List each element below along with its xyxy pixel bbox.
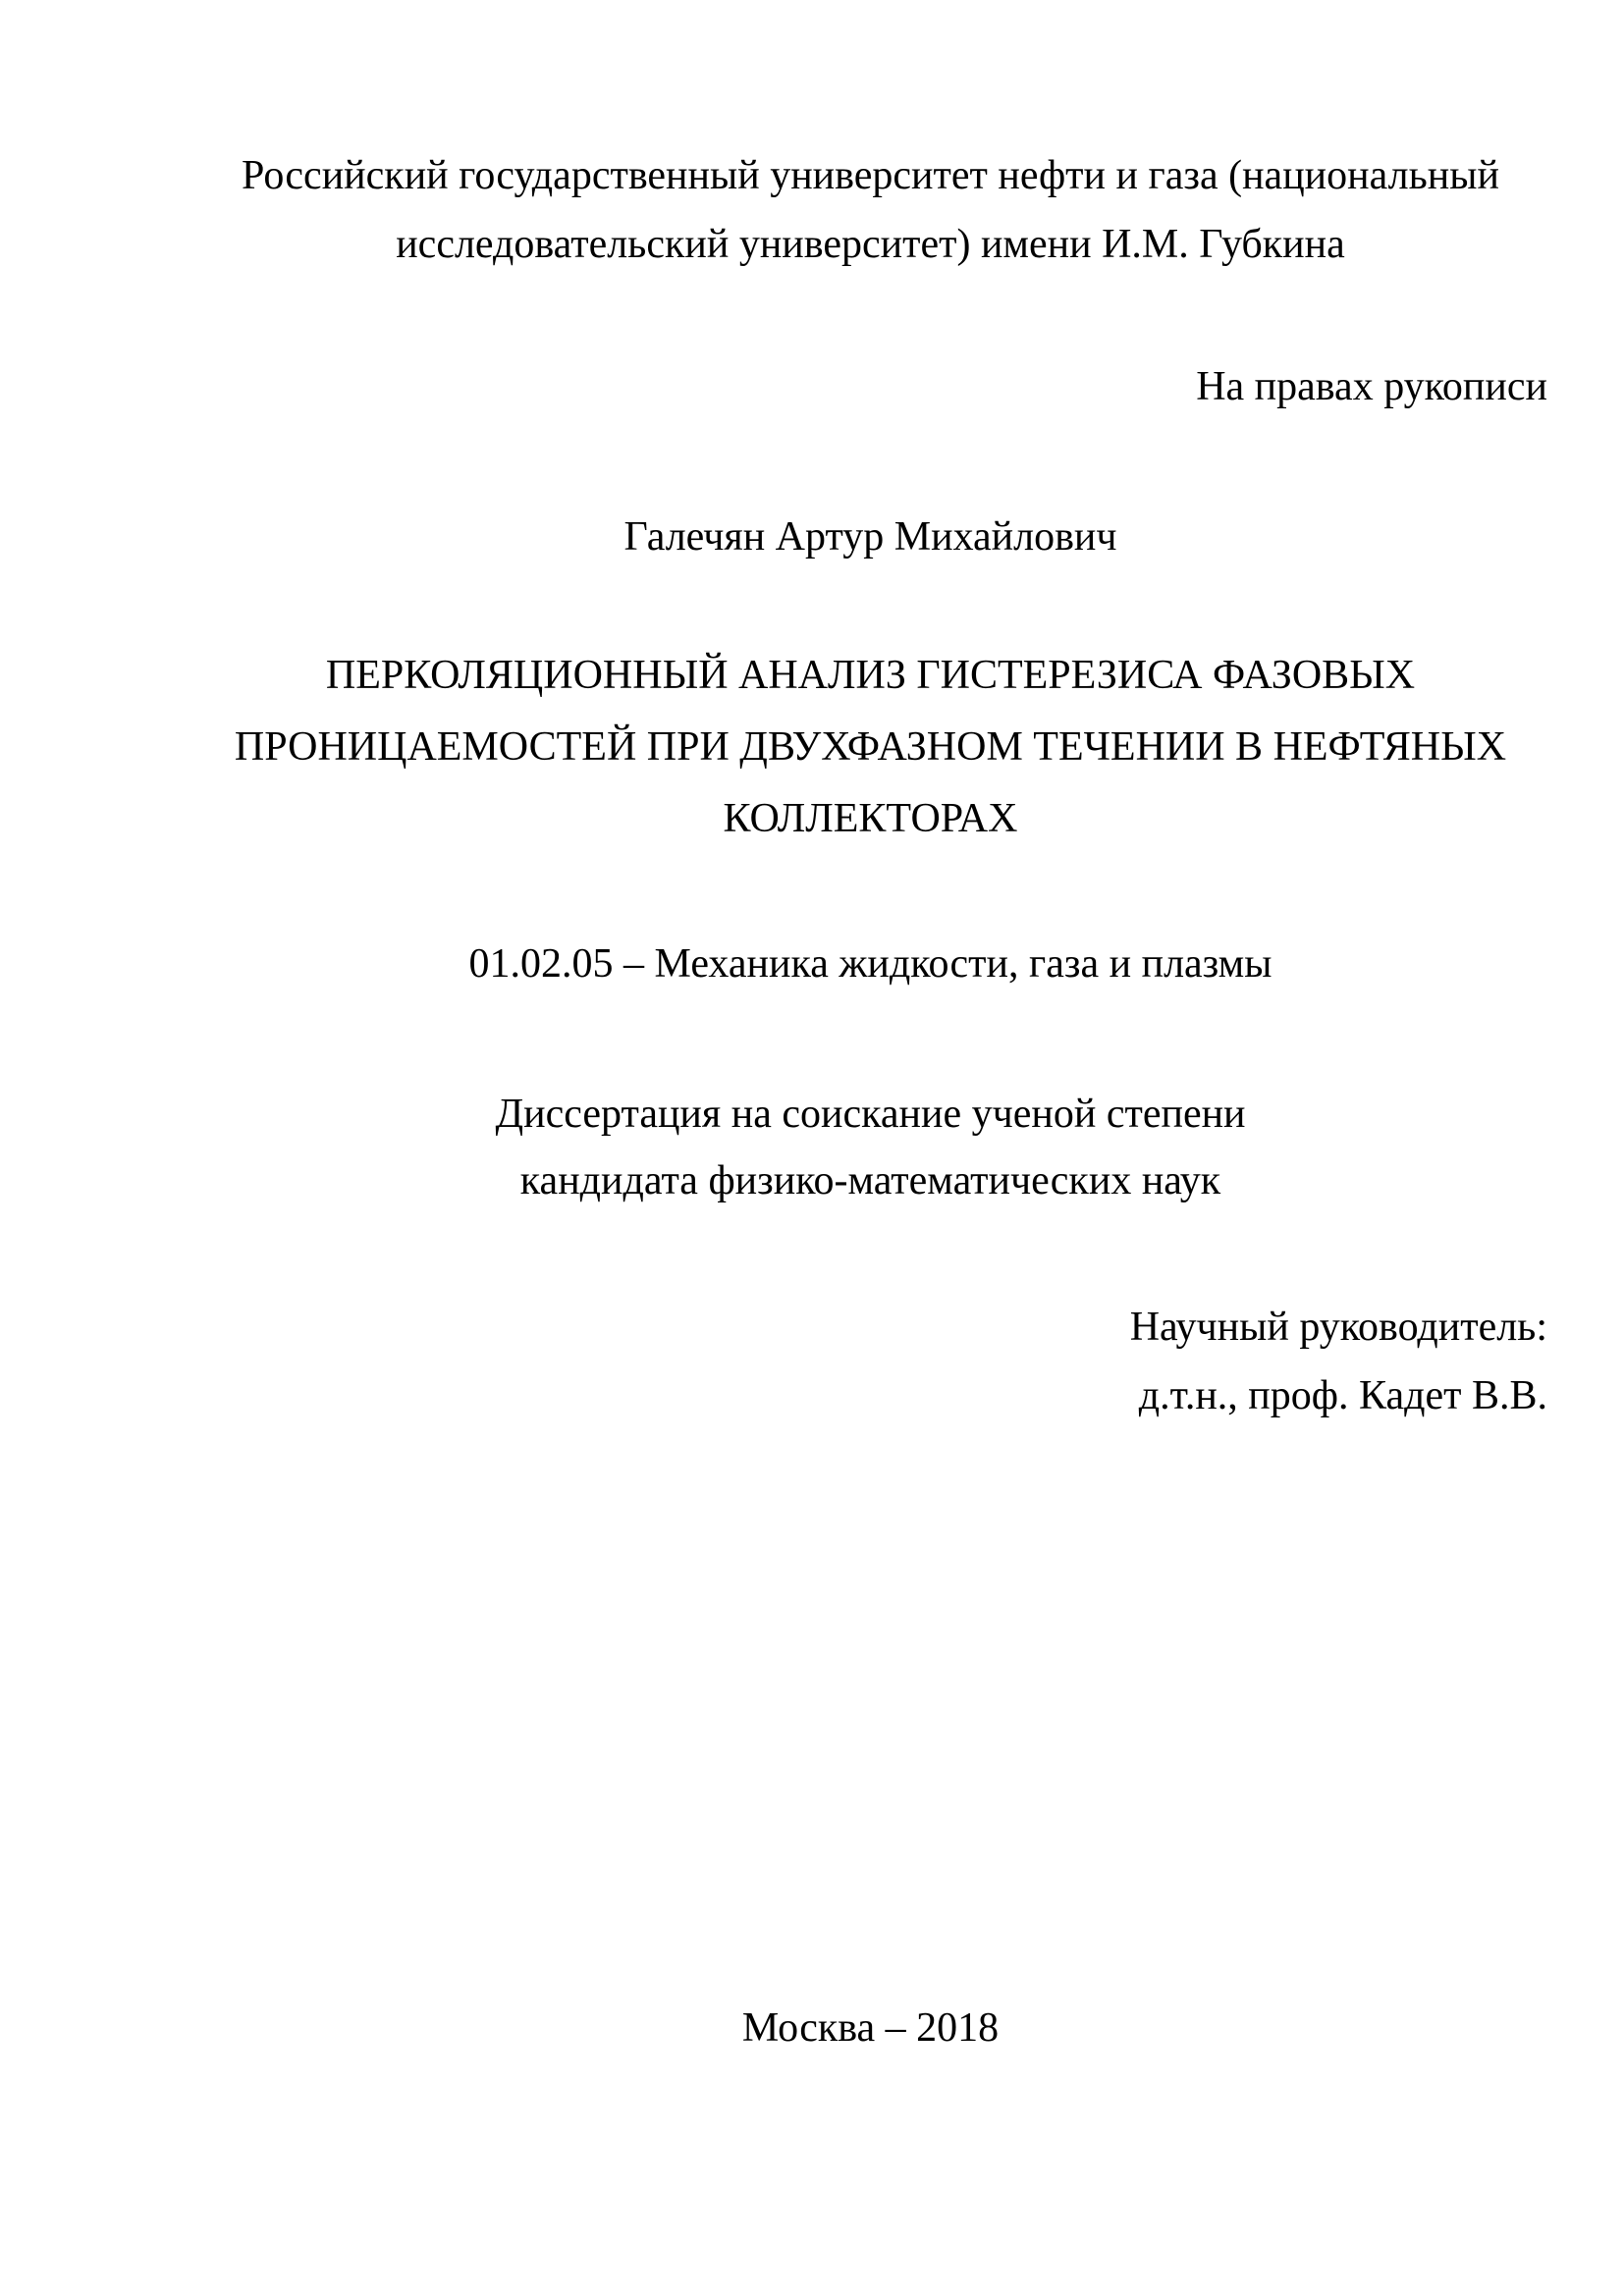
dissertation-title-line-3: КОЛЛЕКТОРАХ (723, 796, 1018, 841)
city-and-year: Москва – 2018 (741, 2005, 1000, 2051)
supervisor-name: д.т.н., проф. Кадет В.В. (1138, 1373, 1547, 1418)
university-name-line-1: Российский государственный университет нефти и газа (национальный (242, 153, 1499, 198)
dissertation-title (193, 640, 1547, 855)
author-name: Галечян Артур Михайлович (623, 514, 1117, 560)
degree-statement-line-1: Диссертация на соискание ученой степени (495, 1092, 1246, 1137)
degree-statement-line-2: кандидата физико-математических наук (519, 1158, 1221, 1203)
dissertation-title-line-2: ПРОНИЦАЕМОСТЕЙ ПРИ ДВУХФАЗНОМ ТЕЧЕНИИ В НЕФТЯНЫХ (234, 724, 1507, 770)
university-name (193, 141, 1547, 279)
university-name-line-2: исследовательский университет) имени И.М. Губкина (396, 222, 1345, 267)
dissertation-title-line-1: ПЕРКОЛЯЦИОННЫЙ АНАЛИЗ ГИСТЕРЕЗИСА ФАЗОВЫХ (325, 653, 1416, 698)
specialty-code: 01.02.05 – Механика жидкости, газа и плазмы (468, 941, 1272, 987)
supervisor-label: Научный руководитель: (1129, 1305, 1547, 1350)
manuscript-rights-note: На правах рукописи (1196, 364, 1547, 409)
supervisor-block (193, 1293, 1547, 1430)
degree-statement (193, 1081, 1547, 1214)
